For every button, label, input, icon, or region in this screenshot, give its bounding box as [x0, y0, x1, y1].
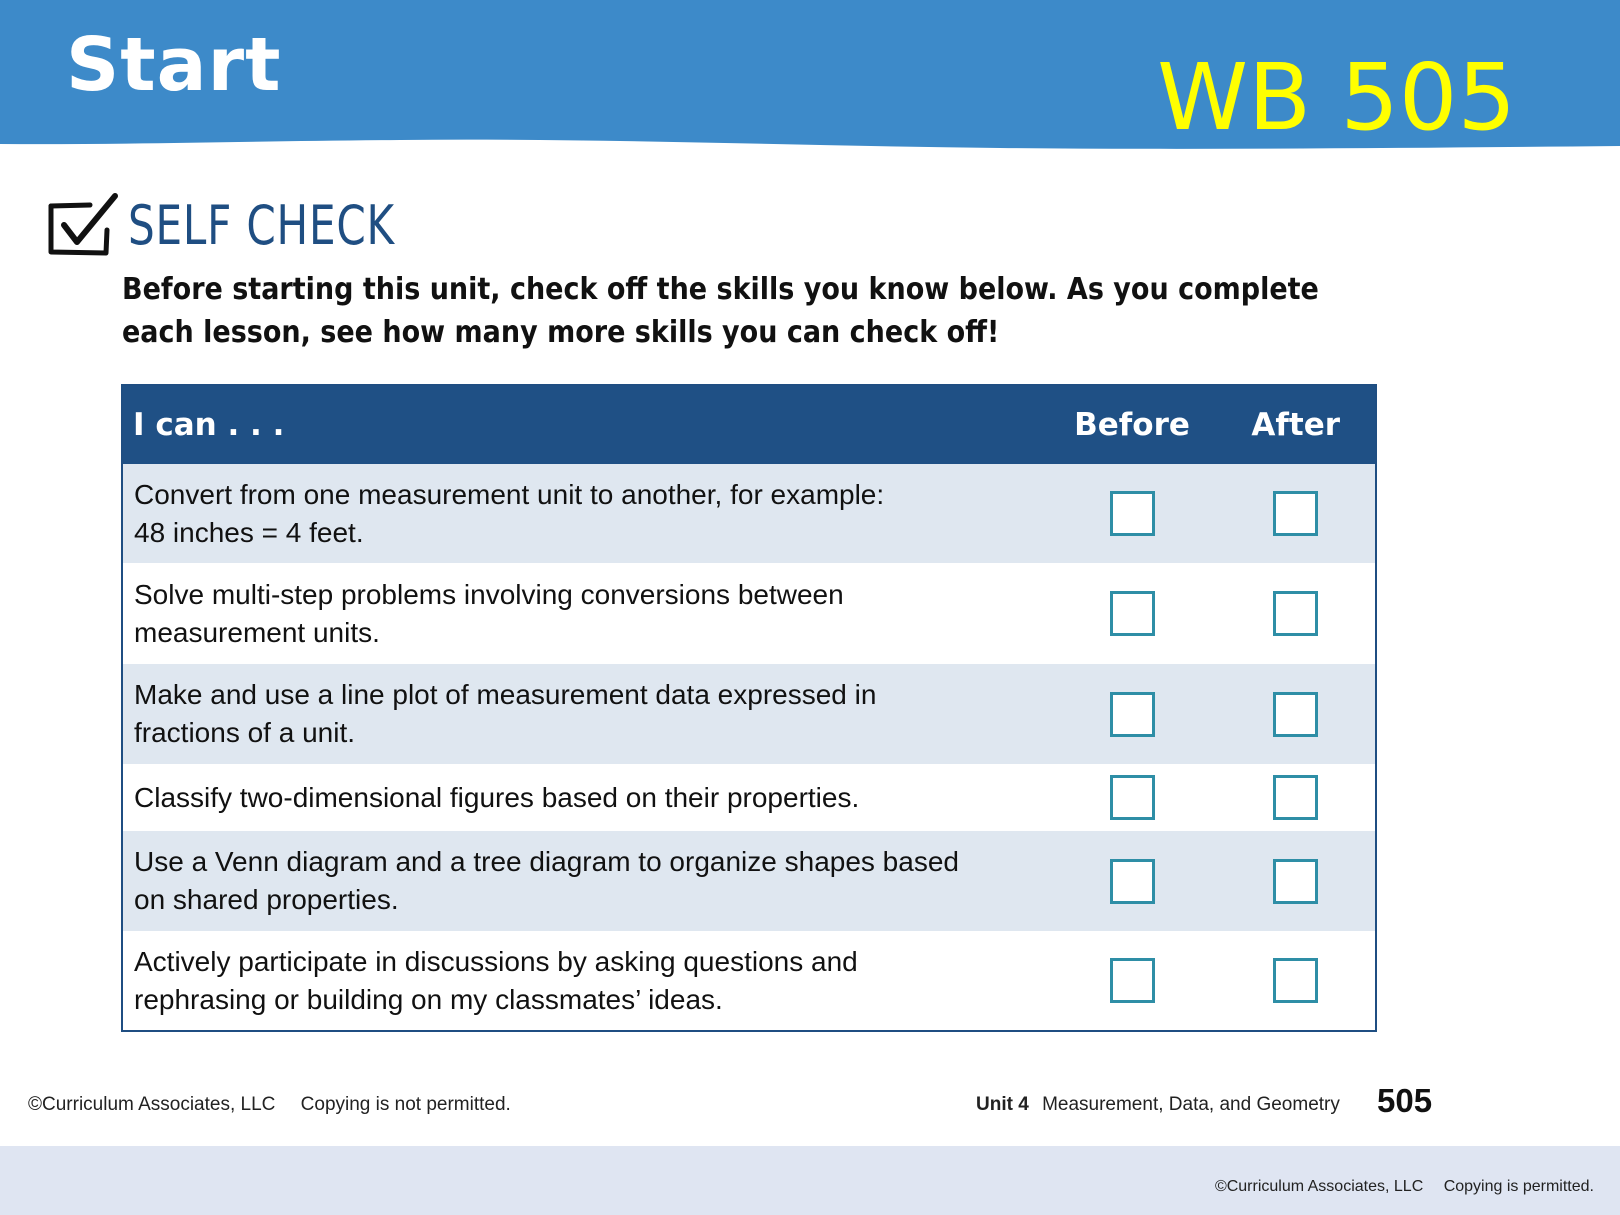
header-i-can: I can . . . — [122, 385, 1048, 464]
after-cell — [1216, 563, 1376, 664]
slide-copy-notice: Copying is permitted. — [1443, 1178, 1594, 1195]
after-checkbox[interactable] — [1273, 692, 1318, 737]
before-checkbox[interactable] — [1110, 958, 1155, 1003]
skill-cell — [122, 764, 1048, 831]
skill-cell — [122, 664, 1048, 764]
before-checkbox[interactable] — [1110, 692, 1155, 737]
skill-line-2: measurement units. — [134, 616, 380, 648]
skills-table — [121, 384, 1377, 1032]
checkbox-checked-icon — [46, 192, 120, 258]
header-before: Before — [1048, 385, 1217, 464]
skill-line-2: on shared properties. — [134, 884, 399, 915]
workbook-page-label: WB 505 — [1157, 44, 1516, 151]
skill-line-2: 48 inches = 4 feet. — [134, 516, 364, 548]
after-cell — [1216, 664, 1376, 764]
after-checkbox[interactable] — [1273, 491, 1318, 536]
before-cell — [1048, 464, 1217, 563]
slide-title: Start — [66, 22, 282, 108]
after-checkbox[interactable] — [1273, 591, 1318, 636]
skill-cell — [122, 931, 1048, 1031]
slide-copyright-owner: ©Curriculum Associates, LLC — [1214, 1178, 1424, 1195]
self-check-heading — [46, 190, 470, 260]
skill-cell — [122, 831, 1048, 931]
skill-line-2: fractions of a unit. — [134, 717, 356, 748]
table-row — [122, 931, 1376, 1031]
before-cell — [1048, 931, 1217, 1031]
after-cell — [1216, 931, 1376, 1031]
table-row — [122, 764, 1376, 831]
table-header-row — [122, 385, 1376, 464]
page-copy-notice: Copying is not permitted. — [300, 1094, 511, 1115]
page-footer-right — [976, 1094, 1340, 1116]
before-checkbox[interactable] — [1110, 491, 1155, 536]
instructions-text: Before starting this unit, check off the skills you know below. As you complete each lesson, see how many more skills you can check off! — [122, 272, 1319, 350]
skill-line-1: Make and use a line plot of measurement data expressed in — [134, 679, 877, 710]
after-cell — [1216, 831, 1376, 931]
after-cell — [1216, 764, 1376, 831]
before-checkbox[interactable] — [1110, 591, 1155, 636]
table-row — [122, 563, 1376, 664]
skill-line-1: Solve multi-step problems involving conversions between — [134, 578, 844, 610]
skill-line-1: Actively participate in discussions by asking questions and — [134, 945, 858, 977]
after-checkbox[interactable] — [1273, 859, 1318, 904]
skill-line-2: rephrasing or building on my classmates’ ideas. — [134, 983, 723, 1015]
page-copyright: ©Curriculum Associates, LLC — [28, 1094, 276, 1115]
before-cell — [1048, 563, 1217, 664]
slide-footer-band — [0, 1146, 1620, 1215]
before-cell — [1048, 664, 1217, 764]
table-row — [122, 831, 1376, 931]
self-check-title: SELF CHECK — [128, 193, 395, 257]
before-cell — [1048, 764, 1217, 831]
after-cell — [1216, 464, 1376, 563]
table-row — [122, 664, 1376, 764]
after-checkbox[interactable] — [1273, 958, 1318, 1003]
page-number: 505 — [1377, 1082, 1433, 1119]
slide-copyright — [1215, 1178, 1594, 1196]
before-cell — [1048, 831, 1217, 931]
header-after: After — [1216, 385, 1376, 464]
page-footer-left — [28, 1094, 511, 1116]
table-row — [122, 464, 1376, 563]
skill-line-1: Classify two-dimensional figures based on their properties. — [134, 781, 860, 813]
skill-line-1: Convert from one measurement unit to another, for example: — [134, 478, 885, 510]
before-checkbox[interactable] — [1110, 859, 1155, 904]
skill-cell — [122, 563, 1048, 664]
unit-title: Measurement, Data, and Geometry — [1042, 1094, 1340, 1115]
unit-number: Unit 4 — [976, 1094, 1029, 1115]
skill-line-1: Use a Venn diagram and a tree diagram to organize shapes based — [134, 846, 959, 877]
before-checkbox[interactable] — [1110, 775, 1155, 820]
skill-cell — [122, 464, 1048, 563]
after-checkbox[interactable] — [1273, 775, 1318, 820]
